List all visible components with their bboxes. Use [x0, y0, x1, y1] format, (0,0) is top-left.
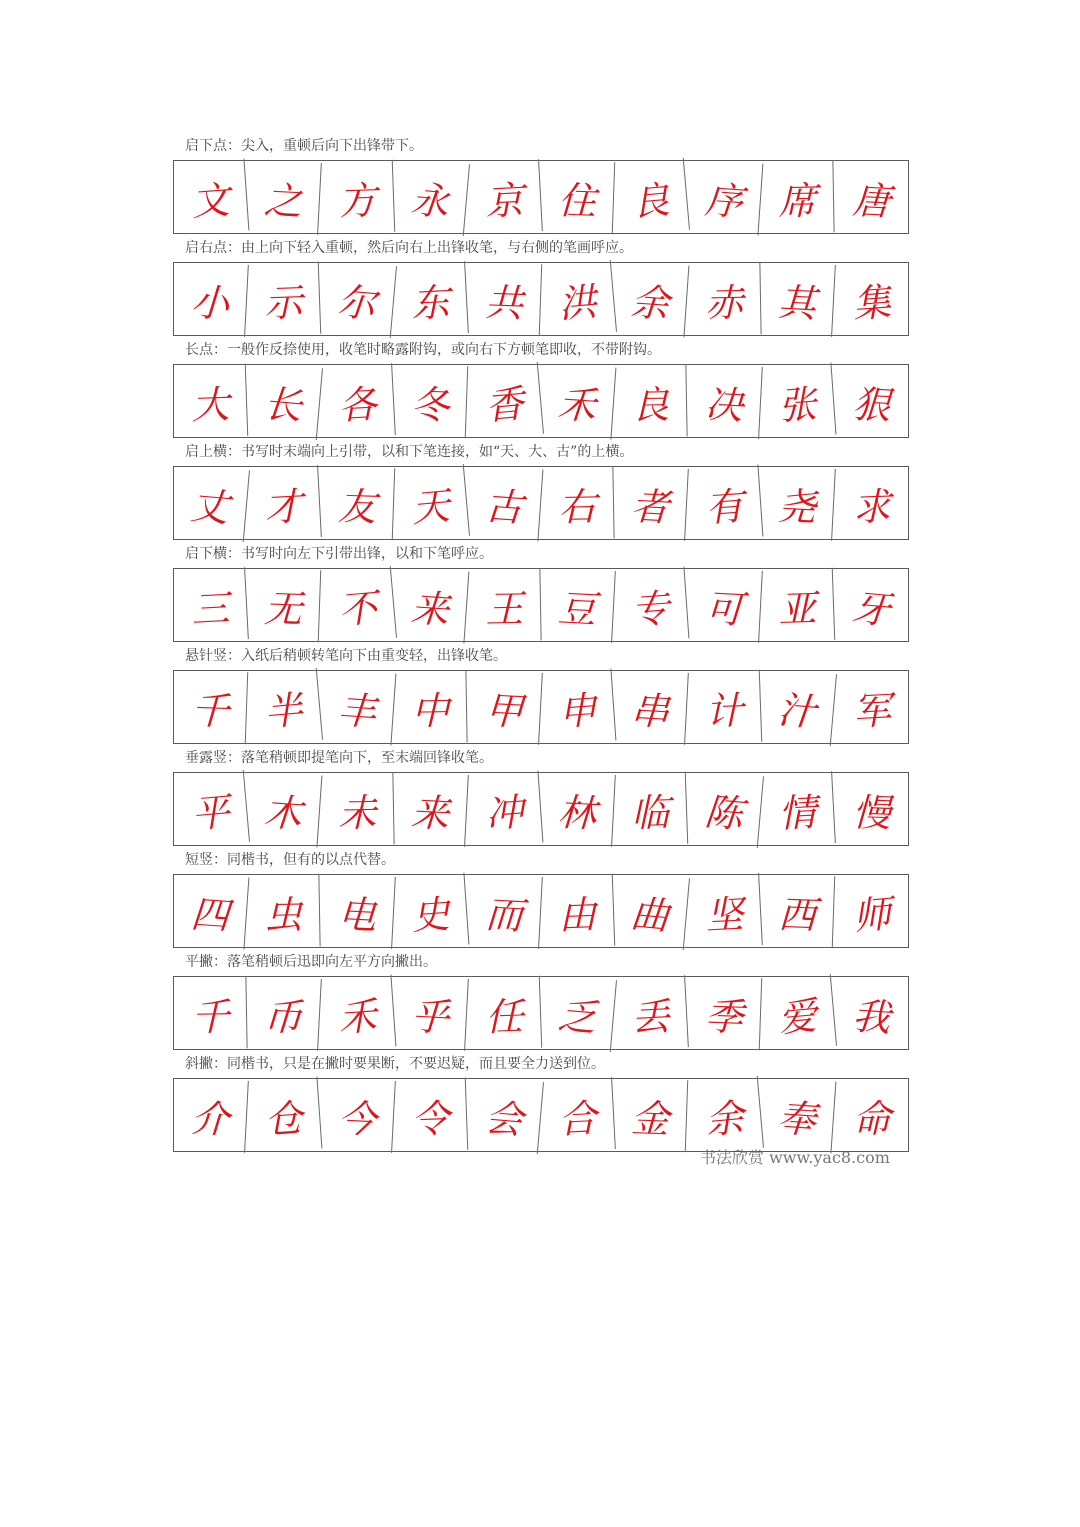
character-grid — [173, 466, 909, 540]
stroke-caption: 悬针竖：入纸后稍顿转笔向下由重变轻，出锋收笔。 — [185, 648, 507, 664]
character-cell: 余 — [612, 261, 690, 338]
character-cell: 各 — [319, 363, 396, 439]
character-cell: 四 — [172, 873, 250, 950]
character-cell: 虫 — [247, 874, 322, 947]
character-cell: 集 — [851, 279, 893, 326]
character-grid — [173, 364, 909, 438]
character-cell: 曲 — [611, 872, 690, 950]
stroke-section — [173, 1050, 909, 1152]
character-cell: 者 — [613, 465, 690, 541]
character-grid — [173, 262, 909, 336]
stroke-caption: 短竖：同楷书，但有的以点代替。 — [185, 852, 395, 868]
stroke-section — [173, 132, 909, 234]
character-cell: 千 — [173, 670, 249, 745]
stroke-section — [173, 336, 909, 438]
character-cell: 由 — [540, 874, 616, 949]
character-cell: 币 — [246, 975, 323, 1051]
character-cell: 会 — [465, 1076, 544, 1154]
character-cell: 冲 — [465, 771, 543, 848]
character-cell: 汁 — [758, 668, 837, 746]
character-cell: 乏 — [538, 974, 617, 1052]
character-cell: 序 — [685, 159, 763, 236]
character-cell: 而 — [466, 873, 543, 949]
practice-sheet — [173, 132, 909, 1152]
character-cell: 友 — [320, 466, 396, 541]
character-cell: 有 — [685, 465, 763, 542]
character-cell: 尧 — [759, 465, 836, 541]
character-cell: 方 — [320, 160, 396, 235]
character-cell: 情 — [759, 771, 836, 847]
character-cell: 赤 — [687, 262, 762, 335]
stroke-section — [173, 744, 909, 846]
stroke-caption: 启上横：书写时末端向上引带，以和下笔连接，如“天、大、古”的上横。 — [185, 444, 634, 460]
character-cell: 之 — [246, 159, 323, 235]
character-cell: 千 — [173, 976, 248, 1049]
character-cell: 乎 — [392, 975, 469, 1051]
character-cell: 王 — [467, 568, 542, 641]
character-cell: 木 — [245, 771, 323, 848]
character-cell: 共 — [466, 262, 542, 337]
character-cell: 示 — [246, 262, 322, 337]
character-cell: 三 — [172, 567, 249, 643]
character-cell: 冬 — [393, 364, 469, 439]
character-cell: 古 — [465, 465, 543, 542]
character-cell: 师 — [850, 890, 893, 939]
stroke-caption: 斜撇：同楷书，只是在撇时要果断，不要迟疑，而且要全力送到位。 — [185, 1056, 605, 1072]
character-cell: 军 — [851, 687, 892, 734]
character-cell: 求 — [851, 483, 892, 530]
character-grid — [173, 568, 909, 642]
character-cell: 禾 — [318, 975, 396, 1052]
character-cell: 电 — [319, 873, 396, 949]
character-cell: 禾 — [539, 363, 617, 440]
stroke-caption: 启下点：尖入，重顿后向下出锋带下。 — [185, 138, 423, 154]
character-cell: 合 — [539, 1077, 616, 1153]
stroke-caption: 平撇：落笔稍顿后迅即向左平方向撇出。 — [185, 954, 437, 970]
character-cell: 西 — [760, 874, 836, 949]
stroke-caption: 长点：一般作反捺使用，收笔时略露附钩，或向右下方顿笔即收，不带附钩。 — [185, 342, 661, 358]
character-grid — [173, 772, 909, 846]
stroke-caption: 垂露竖：落笔稍顿即提笔向下，至末端回锋收笔。 — [185, 750, 493, 766]
character-cell: 专 — [612, 567, 690, 644]
character-cell: 临 — [613, 772, 689, 847]
character-cell: 永 — [391, 158, 470, 236]
character-cell: 亚 — [760, 568, 836, 643]
character-cell: 右 — [540, 466, 615, 539]
stroke-section — [173, 540, 909, 642]
character-cell: 狠 — [850, 381, 892, 428]
character-cell: 席 — [761, 160, 836, 233]
character-cell: 我 — [850, 993, 892, 1040]
character-cell: 来 — [392, 771, 469, 847]
character-cell: 令 — [393, 1078, 469, 1153]
character-cell: 文 — [172, 159, 250, 236]
character-cell: 张 — [759, 363, 837, 440]
character-cell: 丈 — [171, 464, 250, 542]
character-cell: 陈 — [685, 770, 764, 848]
character-cell: 可 — [686, 567, 763, 643]
character-cell: 决 — [686, 363, 763, 439]
character-cell: 良 — [614, 364, 689, 437]
character-cell: 才 — [246, 465, 323, 541]
character-cell: 仓 — [245, 1077, 323, 1154]
character-grid — [173, 976, 909, 1050]
character-cell: 金 — [613, 1078, 689, 1153]
character-cell: 豆 — [539, 567, 616, 643]
character-cell: 坚 — [686, 873, 763, 949]
character-cell: 丢 — [613, 975, 690, 1051]
character-cell: 林 — [539, 771, 616, 847]
character-cell: 京 — [466, 159, 543, 235]
character-cell: 史 — [392, 873, 470, 950]
character-cell: 住 — [540, 160, 616, 235]
character-cell: 牙 — [850, 584, 892, 633]
character-cell: 中 — [394, 670, 469, 743]
character-cell: 慢 — [851, 789, 891, 836]
character-cell: 奉 — [759, 1077, 837, 1154]
character-cell: 唐 — [850, 177, 892, 224]
stroke-section — [173, 948, 909, 1050]
character-cell: 介 — [172, 1077, 249, 1153]
character-cell: 其 — [759, 261, 836, 337]
character-cell: 来 — [392, 567, 470, 644]
character-grid — [173, 670, 909, 744]
character-grid — [173, 160, 909, 234]
character-cell: 洪 — [538, 260, 617, 338]
character-cell: 甲 — [466, 669, 543, 745]
stroke-caption: 启下横：书写时向左下引带出锋，以和下笔呼应。 — [185, 546, 493, 562]
stroke-section — [173, 642, 909, 744]
character-cell: 尔 — [318, 260, 397, 338]
stroke-section — [173, 438, 909, 540]
watermark: 书法欣赏 www.yac8.com — [700, 1148, 890, 1167]
character-cell: 香 — [465, 362, 544, 440]
character-cell: 爱 — [758, 974, 837, 1052]
stroke-caption: 启右点：由上向下轻入重顿，然后向右上出锋收笔，与右侧的笔画呼应。 — [185, 240, 633, 256]
character-cell: 未 — [320, 772, 395, 845]
character-grid — [173, 1078, 909, 1152]
character-cell: 大 — [173, 364, 249, 439]
character-cell: 串 — [613, 669, 690, 745]
character-cell: 小 — [172, 261, 249, 337]
character-cell: 余 — [685, 1076, 764, 1154]
character-cell: 命 — [851, 1096, 891, 1141]
character-cell: 天 — [391, 464, 470, 542]
character-cell: 东 — [392, 261, 469, 337]
character-cell: 不 — [318, 566, 397, 644]
character-grid — [173, 874, 909, 948]
character-cell: 良 — [611, 158, 690, 236]
character-cell: 季 — [687, 976, 763, 1051]
character-cell: 计 — [687, 670, 763, 745]
character-cell: 丰 — [318, 669, 396, 746]
character-cell: 无 — [246, 568, 322, 643]
character-cell: 申 — [539, 669, 617, 746]
stroke-section — [173, 846, 909, 948]
character-cell: 任 — [466, 976, 542, 1051]
character-cell: 今 — [319, 1077, 396, 1153]
character-cell: 长 — [244, 362, 323, 440]
character-cell: 平 — [171, 770, 250, 848]
character-cell: 半 — [244, 668, 323, 746]
stroke-section — [173, 234, 909, 336]
